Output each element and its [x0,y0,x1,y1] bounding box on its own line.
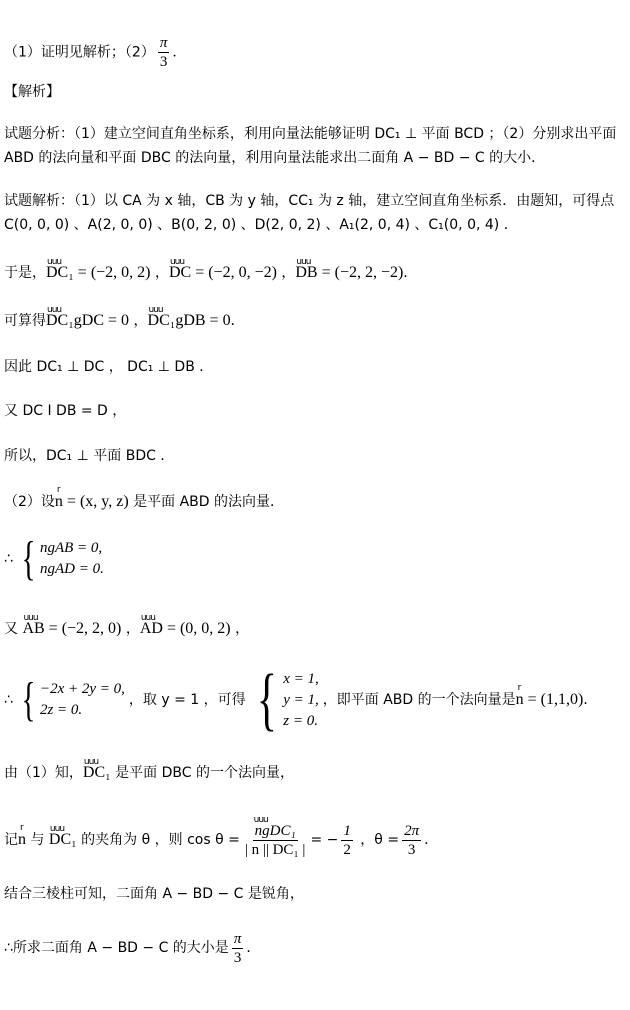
line12-b: 与 [26,832,49,848]
line12-end: ． [424,832,439,848]
final-denominator: 3 [233,949,242,966]
system-3-block [250,661,319,738]
brace-2: { [21,673,36,726]
normal-vector-def: r n = (x, y, z) [55,492,129,512]
line9-prefix: 又 [4,621,23,637]
theta-fraction [402,822,421,859]
line11-prefix: 由（1）知， [4,765,83,781]
sep-2: ， [276,265,296,281]
answer-fraction-numerator: π [159,35,168,51]
normal-text: ，即平面 ABD 的一个法向量是 [322,692,516,708]
sep-3: ， [129,313,148,329]
sep-4: ， [121,621,140,637]
solution-line-3 [4,263,417,283]
therefore-1: ∴ [4,551,13,567]
line4-prefix: 可算得 [4,313,46,329]
cos-numerator: uuu ngDC₁ [253,822,298,841]
system-2-block [17,673,125,726]
answer-end: ． [172,44,187,61]
system-2-line [4,661,598,738]
section-heading: 【解析】 [4,84,60,100]
solution-line-4 [4,311,245,331]
vector-n: r n [18,818,26,862]
line14-text: ∴所求二面角 A − BD − C 的大小是 [4,940,229,956]
therefore-2: ∴ [4,692,13,708]
answer-fraction-denominator: 3 [159,54,168,70]
line14-end: ． [246,940,261,956]
analysis-line-1: 试题分析：（1）建立空间直角坐标系，利用向量法能够证明 DC₁ ⊥ 平面 BCD ；（2）分别求出平面 [4,126,617,142]
line3-end: ． [403,265,418,281]
solution-line-11 [4,763,294,783]
line12-a: 记 [4,832,18,848]
vector-dc1: uuu DC₁ = (−2, 0, 2) [46,263,151,283]
solution-line-8 [4,492,284,512]
cos-fraction [243,822,308,859]
cos-equals: = − [310,832,339,848]
line3-prefix: 于是， [4,265,46,281]
vector-dc: uuu DC = (−2, 0, −2) [169,263,277,283]
solution-line-7: 所以，DC₁ ⊥ 平面 BDC ． [4,448,175,464]
answer-part1: （1）证明见解析；（2） [4,44,155,61]
line9-end: ， [230,621,250,637]
answer-fraction [158,34,170,71]
system-1-row-1: ngAB = 0, [39,540,103,556]
cos-denominator: | n || DC₁ | [244,841,306,858]
system-3-row-3: z = 0. [283,712,318,729]
line8-prefix: （2）设 [4,494,55,510]
system-2-row-2: 2z = 0. [39,702,83,718]
solution-line-12 [4,818,438,862]
solution-line-1: 试题解析：（1）以 CA 为 x 轴，CB 为 y 轴，CC₁ 为 z 轴，建立空间直角坐标系．由题知，可得点 [4,193,615,209]
analysis-line-2: ABD 的法向量和平面 DBC 的法向量，利用向量法能求出二面角 A − BD − C 的大小． [4,150,546,166]
line8-suffix: 是平面 ABD 的法向量． [128,494,284,510]
final-fraction [232,930,244,967]
take-text: ，取 y = 1 ，可得 [128,692,246,708]
vector-dc1-angle: uuu DC₁ [49,818,77,862]
system-1-row-2: ngAD = 0. [39,561,104,577]
theta-numerator: 2π [404,822,420,839]
system-2-rows [40,679,125,721]
answer-line [4,34,186,71]
vector-db: uuu DB = (−2, 2, −2) [295,263,403,283]
line4-end: ． [230,313,245,329]
solution-line-13: 结合三棱柱可知，二面角 A − BD − C 是锐角， [4,886,304,902]
system-3-row-1: x = 1, [283,670,319,687]
brace-1: { [21,532,36,585]
system-3-row-2: y = 1, [283,691,319,708]
line11-suffix: 是平面 DBC 的一个法向量， [110,765,294,781]
system-2-end: ． [583,692,598,708]
half-numerator: 1 [343,822,351,839]
system-1-block [17,532,104,585]
solution-line-9 [4,619,249,639]
half-denominator: 2 [343,841,351,858]
line12-c: 的夹角为 θ ，则 cos θ = [76,832,240,848]
system-3-rows [283,669,319,732]
theta-denominator: 3 [407,841,416,858]
vector-dc1-normal: uuu DC₁ [83,763,111,783]
vector-ab: uuu AB = (−2, 2, 0) [22,619,121,639]
brace-3: { [256,661,277,738]
solution-line-14 [4,926,260,970]
sep-1: ， [150,265,169,281]
solution-line-6: 又 DC I DB = D ， [4,403,127,419]
system-1 [4,532,108,585]
vector-ad: uuu AD = (0, 0, 2) [140,619,231,639]
dot-product-1: uuu DC₁gDC = 0 [46,311,129,331]
system-1-rows [40,538,104,580]
dot-product-2: uuu DC₁gDB = 0 [148,311,231,331]
system-2-row-1: −2x + 2y = 0, [39,681,125,697]
normal-vector-value: r n = (1,1,0) [516,665,584,735]
solution-line-5: 因此 DC₁ ⊥ DC ， DC₁ ⊥ DB ． [4,359,214,375]
final-numerator: π [233,930,242,947]
half-fraction [341,822,353,859]
solution-line-2: C(0, 0, 0) 、A(2, 0, 0) 、B(0, 2, 0) 、D(2, 0, 2) 、A₁(2, 0, 4) 、C₁(0, 0, 4) ． [4,217,518,233]
theta-text: ，θ = [355,832,400,848]
